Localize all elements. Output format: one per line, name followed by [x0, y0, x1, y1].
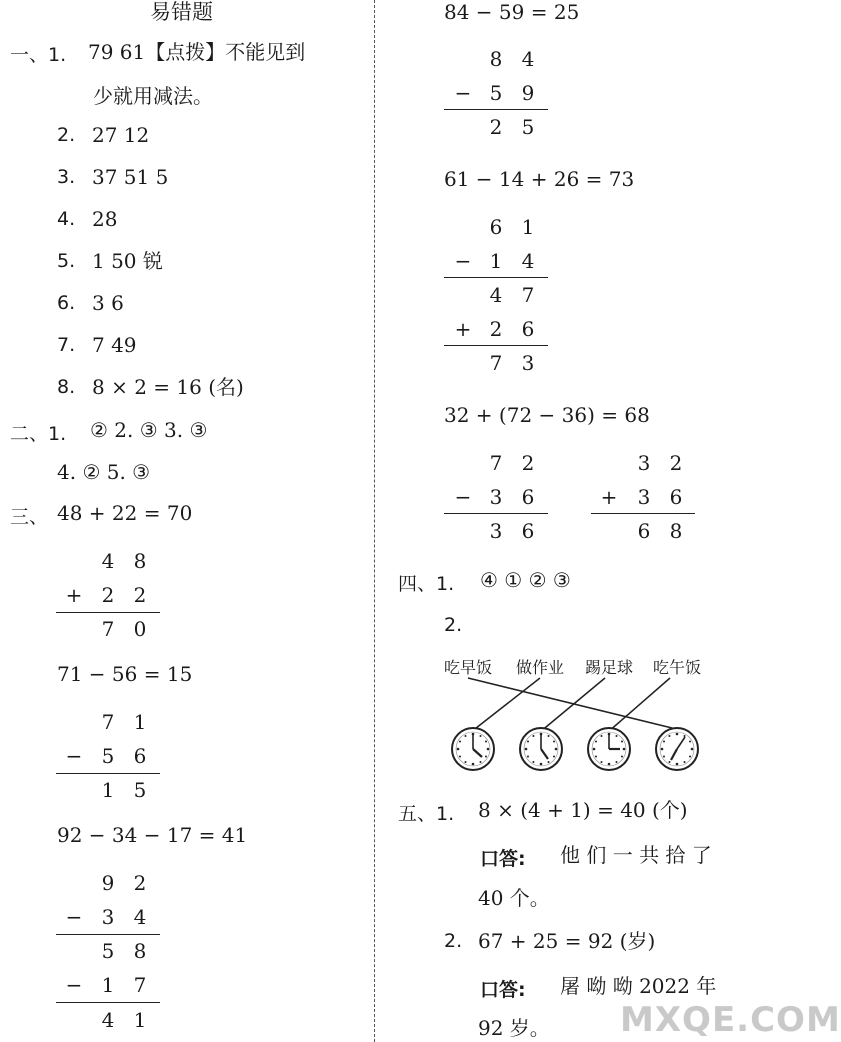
operator: − — [65, 905, 83, 929]
section-3-label: 三、 — [10, 506, 49, 528]
digit: 8 — [133, 549, 147, 573]
digit: 2 — [521, 451, 535, 475]
digit: 3 — [521, 351, 535, 375]
digit: 6 — [133, 744, 147, 768]
section-4-label: 四、1. — [398, 573, 455, 595]
sum-line — [444, 345, 548, 346]
digit: 5 — [101, 939, 115, 963]
digit: 7 — [489, 351, 503, 375]
q1-item-num: 7. — [57, 334, 76, 356]
digit: 1 — [101, 778, 115, 802]
digit: 3 — [637, 451, 651, 475]
digit: 1 — [133, 1008, 147, 1032]
q4-item-2-num: 2. — [444, 614, 463, 636]
digit: 4 — [101, 549, 115, 573]
q3-equation-3: 92 − 34 − 17 = 41 — [57, 823, 248, 847]
sum-line — [591, 513, 695, 514]
operator: − — [454, 249, 472, 273]
page-title: 易错题 — [150, 0, 213, 24]
q5-item-2-num: 2. — [444, 930, 463, 952]
clock-icon — [586, 726, 632, 772]
digit: 5 — [133, 778, 147, 802]
difference-line — [444, 109, 548, 110]
digit: 2 — [133, 871, 147, 895]
digit: 7 — [101, 617, 115, 641]
digit: 6 — [521, 317, 535, 341]
operator: + — [600, 485, 618, 509]
column-divider — [374, 0, 375, 1042]
q2-line2: 4. ② 5. ③ — [57, 460, 151, 484]
q1-item-num: 5. — [57, 250, 76, 272]
digit: 7 — [101, 710, 115, 734]
clock-icon — [518, 726, 564, 772]
section-2-label: 二、1. — [10, 423, 67, 445]
difference-line — [56, 1002, 160, 1003]
q5-answer-1-cont: 40 个。 — [478, 886, 550, 910]
activity-label-homework: 做作业 — [516, 658, 565, 677]
digit: 3 — [637, 485, 651, 509]
q1-item-num: 8. — [57, 376, 76, 398]
digit: 6 — [669, 485, 683, 509]
operator: − — [454, 81, 472, 105]
digit: 5 — [521, 115, 535, 139]
operator: + — [65, 583, 83, 607]
q1-item-1-line1: 79 61【点拨】不能见到 — [88, 40, 306, 64]
digit: 8 — [489, 47, 503, 71]
digit: 3 — [101, 905, 115, 929]
operator: − — [65, 744, 83, 768]
q4-line1: ④ ① ② ③ — [480, 568, 571, 592]
difference-line — [56, 934, 160, 935]
digit: 4 — [101, 1008, 115, 1032]
activity-label-football: 踢足球 — [585, 658, 634, 677]
digit: 6 — [521, 485, 535, 509]
digit: 2 — [101, 583, 115, 607]
q3-equation-2: 71 − 56 = 15 — [57, 662, 193, 686]
q5-answer-2-text: 屠 呦 呦 2022 年 — [560, 974, 717, 998]
digit: 6 — [637, 519, 651, 543]
digit: 4 — [133, 905, 147, 929]
digit: 9 — [101, 871, 115, 895]
digit: 1 — [101, 973, 115, 997]
digit: 4 — [521, 47, 535, 71]
operator: + — [454, 317, 472, 341]
q5-equation-2: 67 + 25 = 92 (岁) — [478, 929, 656, 953]
digit: 1 — [133, 710, 147, 734]
q1-item-num: 2. — [57, 124, 76, 146]
watermark: MXQE.COM — [620, 1000, 841, 1040]
digit: 1 — [521, 215, 535, 239]
q1-item-answer: 37 51 5 — [92, 165, 169, 189]
q1-item-answer: 27 12 — [92, 123, 150, 147]
r-equation-1: 61 − 14 + 26 = 73 — [444, 167, 635, 191]
digit: 3 — [489, 519, 503, 543]
clock-icon — [654, 726, 700, 772]
difference-line — [56, 773, 160, 774]
q1-item-answer: 3 6 — [92, 291, 124, 315]
digit: 0 — [133, 617, 147, 641]
q1-item-answer: 1 50 锐 — [92, 249, 163, 273]
digit: 5 — [489, 81, 503, 105]
q5-answer-1-text: 他 们 一 共 拾 了 — [560, 843, 712, 867]
section-5-label: 五、1. — [398, 803, 455, 825]
section-1-label: 一、1. — [10, 44, 67, 66]
activity-label-lunch: 吃午饭 — [653, 658, 702, 677]
q5-answer-1-label: 口答: — [480, 848, 526, 870]
digit: 1 — [489, 249, 503, 273]
q1-item-1-line2: 少就用减法。 — [93, 84, 213, 108]
q1-item-num: 6. — [57, 292, 76, 314]
q5-answer-2-label: 口答: — [480, 979, 526, 1001]
digit: 7 — [521, 283, 535, 307]
difference-line — [444, 277, 548, 278]
q3-equation-1: 48 + 22 = 70 — [57, 501, 193, 525]
clock-icon — [450, 726, 496, 772]
digit: 2 — [669, 451, 683, 475]
r-equation-2: 32 + (72 − 36) = 68 — [444, 403, 650, 427]
sum-line — [56, 612, 160, 613]
digit: 6 — [521, 519, 535, 543]
digit: 3 — [489, 485, 503, 509]
q1-item-num: 3. — [57, 166, 76, 188]
operator: − — [65, 973, 83, 997]
q2-line1: ② 2. ③ 3. ③ — [90, 418, 208, 442]
operator: − — [454, 485, 472, 509]
r-equation-0: 84 − 59 = 25 — [444, 0, 580, 24]
digit: 8 — [133, 939, 147, 963]
q5-equation-1: 8 × (4 + 1) = 40 (个) — [478, 798, 688, 822]
digit: 9 — [521, 81, 535, 105]
digit: 6 — [489, 215, 503, 239]
digit: 8 — [669, 519, 683, 543]
digit: 4 — [521, 249, 535, 273]
q1-item-num: 4. — [57, 208, 76, 230]
digit: 2 — [489, 115, 503, 139]
activity-label-breakfast: 吃早饭 — [444, 658, 493, 677]
digit: 2 — [489, 317, 503, 341]
q1-item-answer: 28 — [92, 207, 118, 231]
digit: 2 — [133, 583, 147, 607]
digit: 7 — [133, 973, 147, 997]
q1-item-answer: 8 × 2 = 16 (名) — [92, 375, 244, 399]
digit: 5 — [101, 744, 115, 768]
difference-line — [444, 513, 548, 514]
q1-item-answer: 7 49 — [92, 333, 137, 357]
digit: 4 — [489, 283, 503, 307]
q5-answer-2-cont: 92 岁。 — [478, 1016, 550, 1040]
digit: 7 — [489, 451, 503, 475]
